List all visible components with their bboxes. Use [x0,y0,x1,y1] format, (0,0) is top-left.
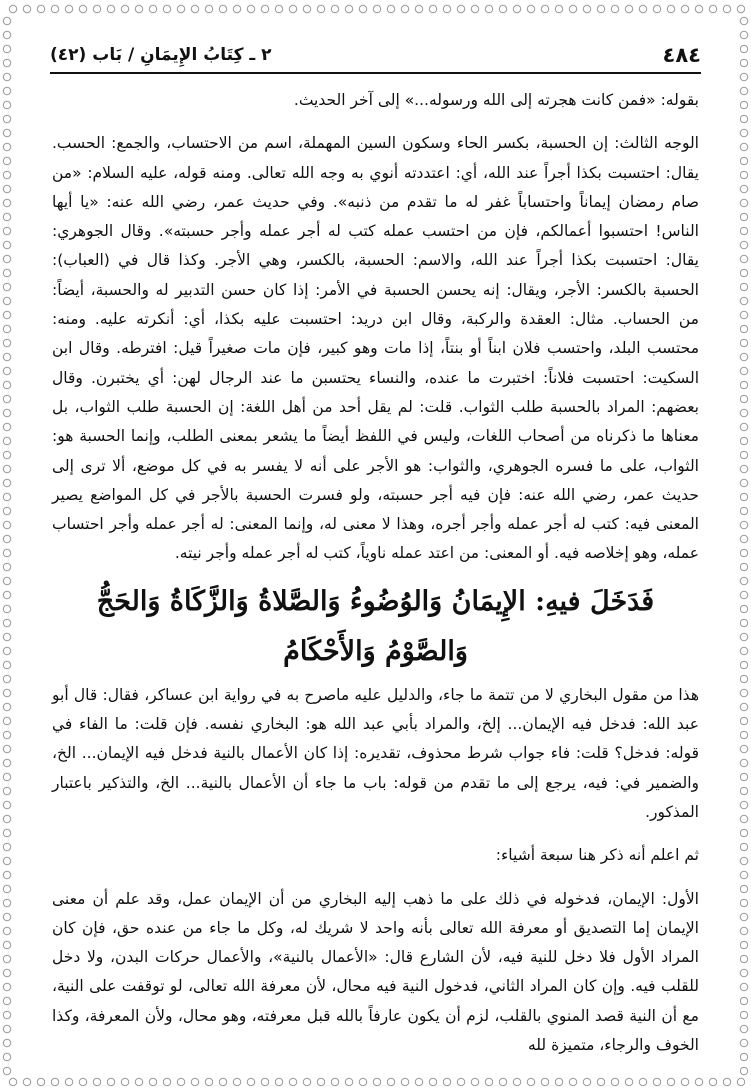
decorative-border-left [0,14,14,1077]
page-header [50,38,701,74]
running-title: ٢ ـ كِتَابُ الإِيمَانِ / بَاب (٤٢) [50,45,272,65]
page-body [52,86,699,1060]
paragraph-hadith-end: بقوله: «فمن كانت هجرته إلى الله ورسوله...» إلى آخر الحديث. [293,91,699,109]
section-heading: فَدَخَلَ فيهِ: الإِيمَانُ وَالوُضُوءُ وَالصَّلاةُ وَالزَّكَاةُ وَالحَجُّ وَالصَّوْمُ وَالأَحْكَامُ [96,585,655,667]
decorative-border-top [6,2,745,16]
paragraph-seven-things: ثم اعلم أنه ذكر هنا سبعة أشياء: [495,846,699,865]
paragraph-first-faith: الأول: الإيمان، فدخوله في ذلك على ما ذهب إليه البخاري من أن الإيمان عمل، وقد علم أن معنى الإيمان إما التصديق أو معرفة الله تعالى بأنه واحد لا شريك له، وكل ما جاء من عنده حق، فإن كان المراد الأول فلا دخل للنية فيه، لأن الشارع قال: «الأعمال بالنية»، والأعمال حركات البدن، ولا دخل للقلب فيه. وإن كان المراد الثاني، فدخول النية فيه محال، لأن معرفة الله تعالى، لو توقفت على النية، مع أن النية قصد المنوي بالقلب، لزم أن يكون عارفاً بالله قبل معرفته، وهو محال، ولأن المعرفة، وكذا الخوف والرجاء، متميزة لله [52,889,699,1055]
paragraph-third-aspect: الوجه الثالث: إن الحسبة، بكسر الحاء وسكون السين المهملة، اسم من الاحتساب، والجمع: الحسب. يقال: احتسبت بكذا أجراً عند الله، أي: اعتددته أنوي به وجه الله تعالى. ومنه قوله، عليه السلام: «من صام رمضان إيماناً واحتساباً غفر له ما تقدم من ذنبه». وفي حديث عمر، رضي الله عنه: «يا أيها الناس! احتسبوا أعمالكم، فإن من احتسب عمله كتب له أجر عمله وأجر حسبته». وقال الجوهري: يقال: احتسبت بكذا أجراً عند الله، والاسم: الحسبة، بالكسر، وهي الأجر. وكذا قال في (العباب): الحسبة بالكسر: الأجر، ويقال: إنه يحسن الحسبة في الأمر: إذا كان حسن التدبير له والحسبة، أيضاً: من الحساب. مثال: العقدة والركبة، وقال ابن دريد: احتسبت عليه بكذا، أي: أنكرته عليه. ومنه: محتسب البلد، واحتسب فلان ابناً أو بنتاً، إذا مات وهو كبير، فإن مات صغيراً قيل: افترطه. وقال ابن السكيت: احتسبت فلاناً: اختبرت ما عنده، والنساء يحتسبن ما عند الرجال لهن: أي يختبرن. وقال بعضهم: المراد بالحسبة طلب الثواب. قلت: لم يقل أحد من أهل اللغة: إن الحسبة طلب الثواب، بل معناها ما ذكرناه من أصحاب اللغات، وليس في اللفظ أيضاً ما يشعر بمعنى الطلب، وإنما الحسبة هو: الثواب، على ما فسره الجوهري، والثواب: هو الأجر على أنه لا يفسر به في كل موضع، ألا ترى إلى حديث عمر، رضي الله عنه: فإن فيه أجر حسبته، ولو فسرت الحسبة بالأجر في كل المواضع يصير المعنى فيه: كتب له أجر عمله وأجر أجره، وهذا لا معنى له، وإنما المعنى: له أجر عمله وأجر احتساب عمله، وهو إخلاصه فيه. أو المعنى: من اعتد عمله ناوياً، كتب له أجر عمله وأجر نيته. [52,134,699,563]
decorative-border-right [737,14,751,1077]
paragraph-commentary: هذا من مقول البخاري لا من تتمة ما جاء، والدليل عليه ماصرح به في رواية ابن عساكر، فقال: قال أبو عبد الله: فدخل فيه الإيمان... إلخ، والمراد بأبي عبد الله هو: البخاري نفسه. فإن قلت: ما الفاء في قوله: فدخل؟ قلت: فاء جواب شرط محذوف، تقديره: إذا كان الأعمال بالنية فدخل فيه الإيمان... الخ، والضمير في: فيه، يرجع إلى ما تقدم من قوله: باب ما جاء أن الأعمال بالنية... الخ، والتذكير باعتبار المذكور. [52,685,699,821]
page-number: ٤٨٤ [662,43,701,67]
decorative-border-bottom [6,1075,745,1089]
